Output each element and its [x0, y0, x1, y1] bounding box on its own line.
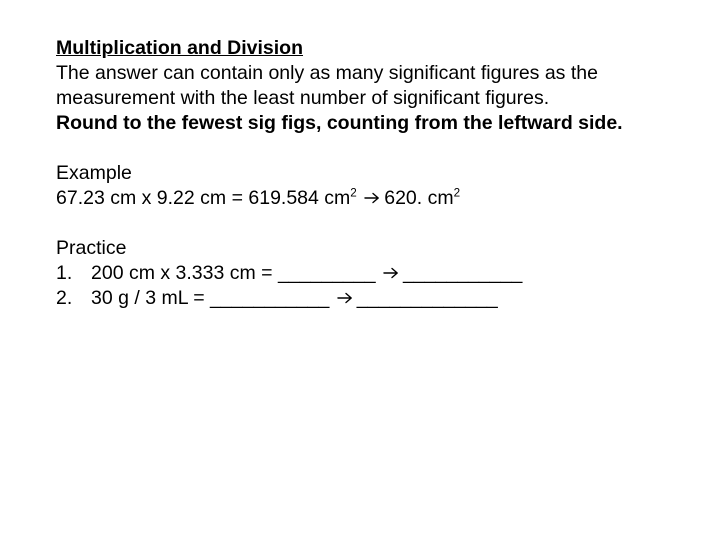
- practice-item-number: 2.: [56, 287, 73, 309]
- right-arrow-icon: [383, 261, 399, 286]
- right-arrow-icon: [364, 186, 380, 211]
- practice-label: Practice: [56, 237, 127, 259]
- rule-emphasis: Round to the fewest sig figs, counting from the leftward side.: [56, 112, 623, 134]
- slide-heading: Multiplication and Division: [56, 37, 304, 59]
- practice-answer-blank: ___________: [403, 262, 523, 284]
- practice-problem: 30 g / 3 mL = ___________: [91, 287, 330, 309]
- example-line: [56, 186, 696, 211]
- rule-text-line-2: measurement with the least number of significant figures.: [56, 87, 550, 109]
- example-label: Example: [56, 162, 132, 184]
- practice-problem: 200 cm x 3.333 cm = _________: [91, 262, 376, 284]
- example-expression-exponent: 2: [350, 186, 357, 200]
- practice-item: [56, 286, 696, 311]
- practice-item: [56, 261, 696, 286]
- example-expression: 67.23 cm x 9.22 cm = 619.584 cm: [56, 187, 351, 209]
- right-arrow-icon: [337, 286, 353, 311]
- example-result: 620. cm: [384, 187, 454, 209]
- spacer: [56, 211, 696, 236]
- rule-text-line-1: The answer can contain only as many significant figures as the: [56, 62, 598, 84]
- slide-content: [56, 36, 696, 311]
- spacer: [56, 136, 696, 161]
- practice-item-number: 1.: [56, 262, 73, 284]
- example-result-exponent: 2: [453, 186, 461, 200]
- practice-answer-blank: _____________: [356, 287, 498, 309]
